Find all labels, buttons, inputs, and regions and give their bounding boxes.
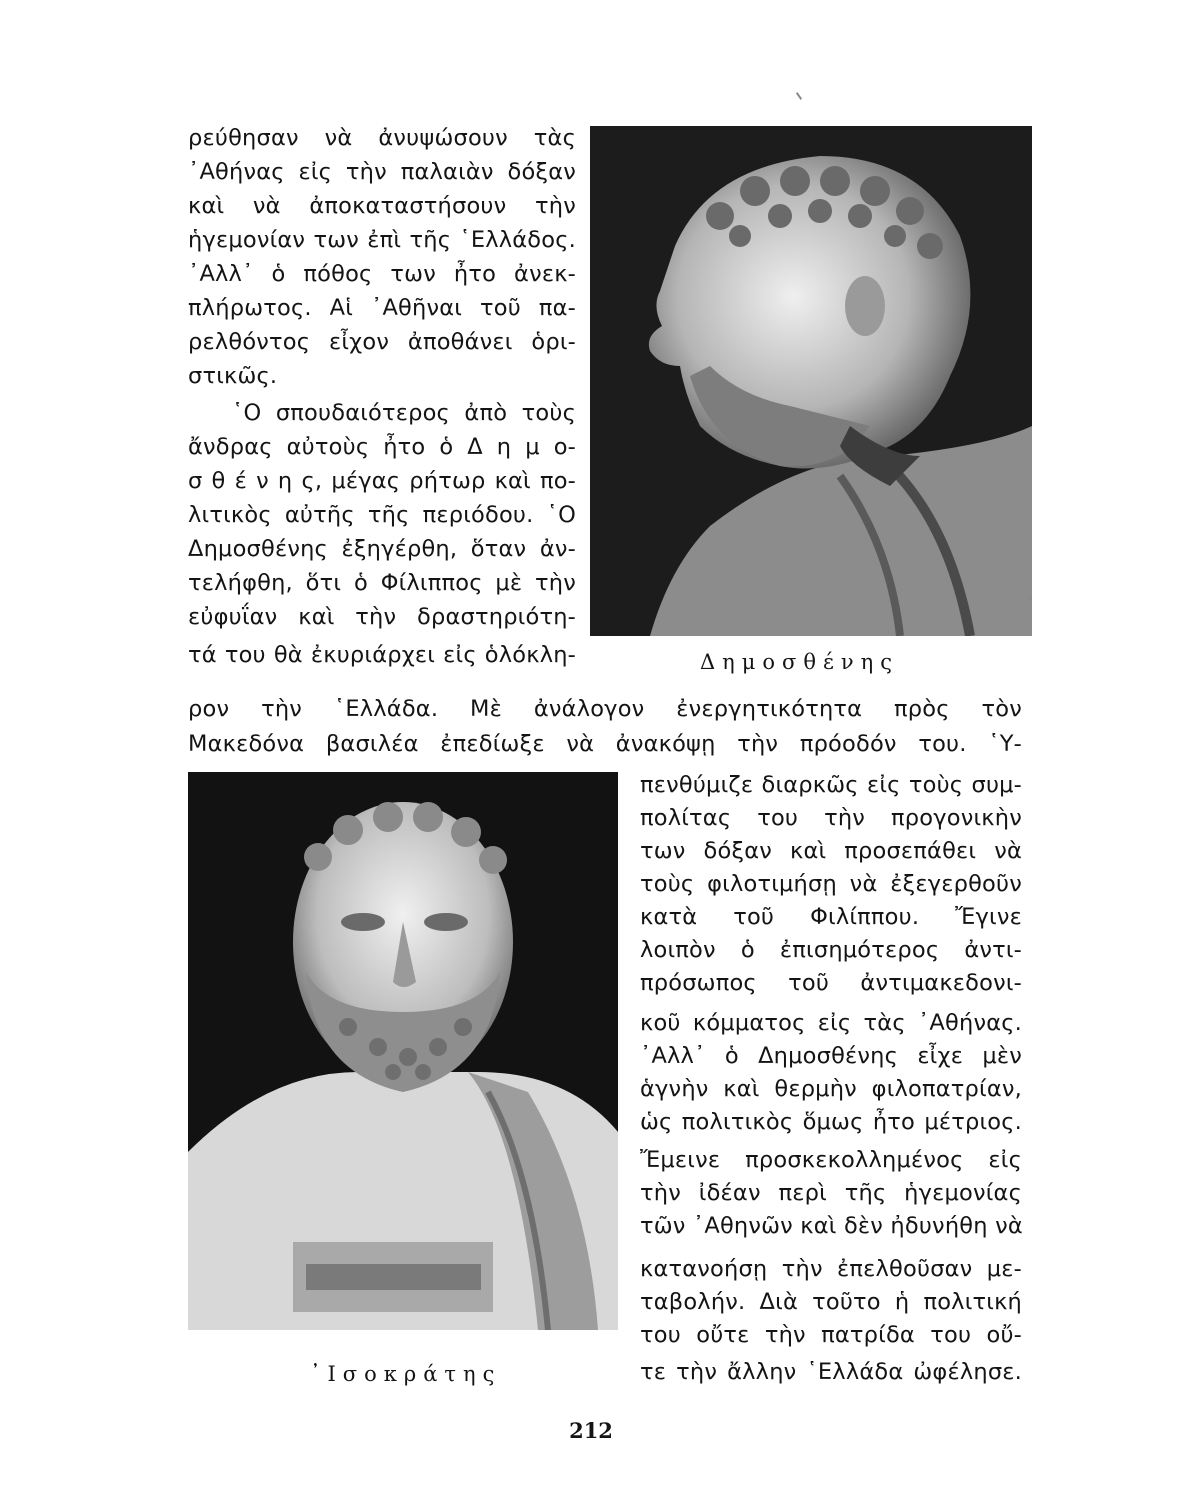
text-line: κατὰ τοῦ Φιλίππου. Ἔγινε <box>640 904 1022 930</box>
text-line: ἁγνὴν καὶ θερμὴν φιλοπατρίαν, <box>640 1076 1022 1102</box>
text-line: τε τὴν ἄλλην ῾Ελλάδα ὠφέλησε. <box>640 1359 1022 1385</box>
text-line: των δόξαν καὶ προσεπάθει νὰ <box>640 838 1022 864</box>
scan-speck <box>1030 598 1032 600</box>
text-line: σ θ έ ν η ς, μέγας ρήτωρ καὶ πο- <box>188 468 576 494</box>
text-line: ἡγεμονίαν των ἐπὶ τῆς ῾Ελλάδος. <box>188 227 576 253</box>
text-line: πενθύμιζε διαρκῶς εἰς τοὺς συμ- <box>640 772 1022 798</box>
text-line: τελήφθη, ὅτι ὁ Φίλιππος μὲ τὴν <box>188 570 576 596</box>
text-line: ρεύθησαν νὰ ἀνυψώσουν τὰς <box>188 125 576 151</box>
isocrates-bust-photo <box>188 772 618 1330</box>
isocrates-bust-icon <box>188 772 618 1330</box>
page-number: 212 <box>569 1418 613 1443</box>
demosthenes-bust-photo <box>590 126 1032 636</box>
text-line: πλήρωτος. Αἱ ᾿Αθῆναι τοῦ πα- <box>188 295 576 321</box>
text-line: ᾿Αλλ᾿ ὁ Δημοσθένης εἶχε μὲν <box>640 1043 1022 1069</box>
text-line: καὶ νὰ ἀποκαταστήσουν τὴν <box>188 193 576 219</box>
text-line: Μακεδόνα βασιλέα ἐπεδίωξε νὰ ἀνακόψῃ τὴν πρόοδόν του. ῾Υ- <box>188 731 1022 757</box>
text-line: του οὔτε τὴν πατρίδα του οὔ- <box>640 1322 1022 1348</box>
text-line: τῶν ᾿Αθηνῶν καὶ δὲν ἠδυνήθη νὰ <box>640 1213 1023 1239</box>
text-line: ταβολήν. Διὰ τοῦτο ἡ πολιτική <box>640 1289 1022 1315</box>
text-line: στικῶς. <box>188 363 278 389</box>
text-line: πρόσωπος τοῦ ἀντιμακεδονι- <box>640 970 1022 996</box>
text-line: λοιπὸν ὁ ἐπισημότερος ἀντι- <box>640 937 1022 963</box>
demosthenes-caption: Δημοσθένης <box>700 650 900 674</box>
text-line: τοὺς φιλοτιμήσῃ νὰ ἐξεγερθοῦν <box>640 871 1022 897</box>
text-line: λιτικὸς αὐτῆς τῆς περιόδου. ῾Ο <box>188 502 576 528</box>
text-line: Ἔμεινε προσκεκολλημένος εἰς <box>640 1147 1022 1173</box>
text-line: κοῦ κόμματος εἰς τὰς ᾿Αθήνας. <box>640 1010 1022 1036</box>
text-line: ᾿Αθήνας εἰς τὴν παλαιὰν δόξαν <box>188 159 576 185</box>
text-line: Δημοσθένης ἐξηγέρθη, ὅταν ἀν- <box>188 536 576 562</box>
text-line: ᾿Αλλ᾿ ὁ πόθος των ἦτο ἀνεκ- <box>188 261 576 287</box>
text-line: ἄνδρας αὐτοὺς ἦτο ὁ Δ η μ ο- <box>188 434 576 460</box>
text-line: πολίτας του τὴν προγονικὴν <box>640 805 1022 831</box>
scan-speck <box>796 92 802 100</box>
demosthenes-bust-icon <box>590 126 1032 636</box>
text-line: κατανοήσῃ τὴν ἐπελθοῦσαν με- <box>640 1256 1022 1282</box>
isocrates-caption: ᾿Ισοκράτης <box>310 1362 502 1386</box>
text-line: τά του θὰ ἐκυριάρχει εἰς ὁλόκλη- <box>188 642 576 668</box>
text-line: ρον τὴν ῾Ελλάδα. Μὲ ἀνάλογον ἐνεργητικότητα πρὸς τὸν <box>188 696 1022 722</box>
text-line: εὐφυΐαν καὶ τὴν δραστηριότη- <box>188 604 576 630</box>
text-line: ρελθόντος εἶχον ἀποθάνει ὁρι- <box>188 329 576 355</box>
text-line: ὡς πολιτικὸς ὅμως ἦτο μέτριος. <box>640 1109 1022 1135</box>
text-line: τὴν ἰδέαν περὶ τῆς ἡγεμονίας <box>640 1180 1022 1206</box>
text-line: ῾Ο σπουδαιότερος ἀπὸ τοὺς <box>232 400 576 426</box>
